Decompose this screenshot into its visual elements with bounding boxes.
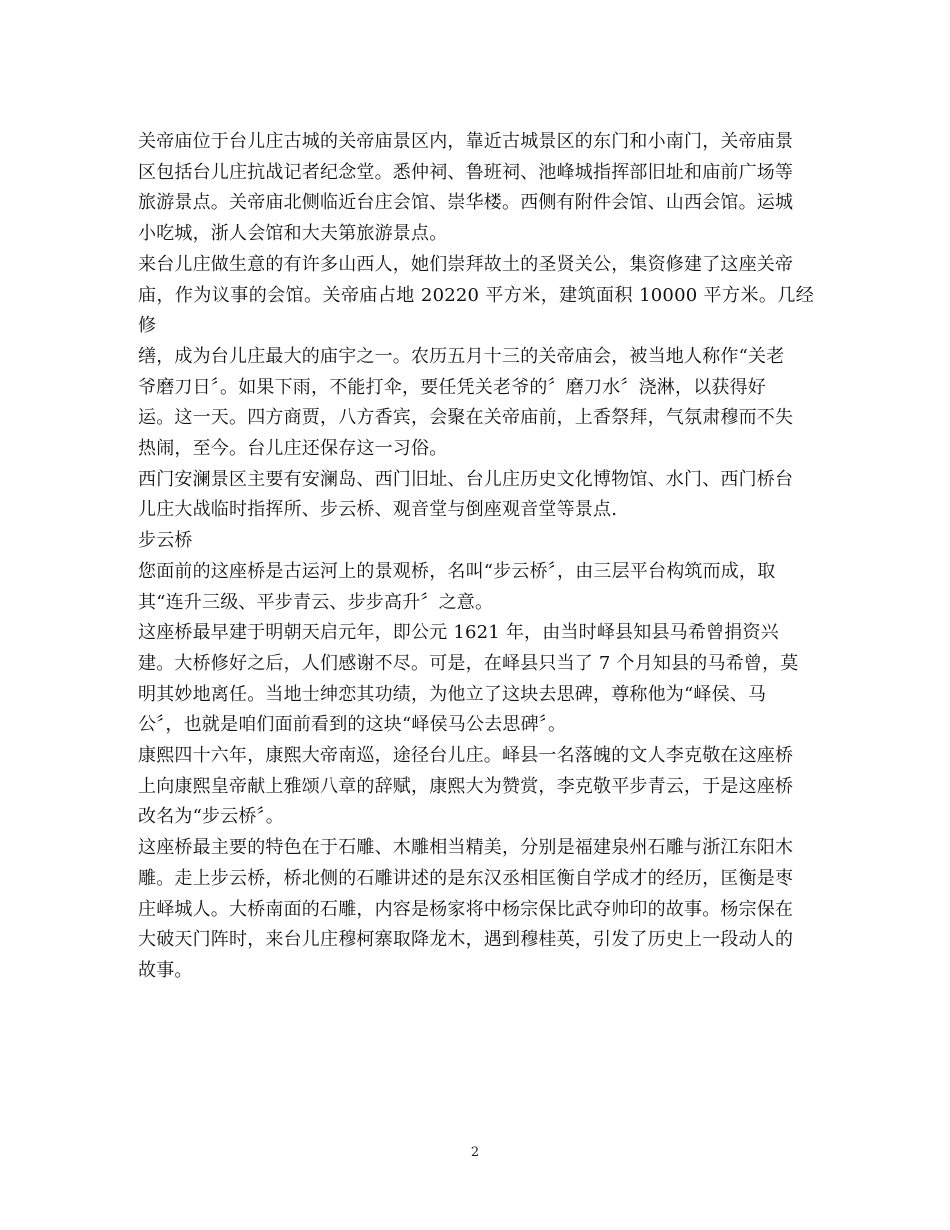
paragraph-west-gate-scenic-area: 西门安澜景区主要有安澜岛、西门旧址、台儿庄历史文化博物馆、水门、西门桥台 儿庄大战临时指挥所、步云桥、观音堂与倒座观音堂等景点. — [138, 468, 794, 521]
document-body — [138, 127, 814, 987]
paragraph-bridge-construction: 这座桥最早建于明朝天启元年，即公元 1621 年，由当时峄县知县马希曾捐资兴 建。大桥修好之后，人们感谢不尽。可是，在峄县只当了 7 个月知县的马希曾，莫 明其妙地离任。当地士绅恋其功绩，为他立了这块去思碑，尊称他为“峄侯、马 公〞，也就是咱们面前看到的这块“峄侯马公去思碑〞。 — [138, 622, 799, 736]
page-number: 2 — [470, 1145, 480, 1160]
section-heading-buyun-bridge: 步云桥 — [138, 530, 193, 552]
paragraph-kangxi-visit: 康熙四十六年，康熙大帝南巡，途径台儿庄。峄县一名落魄的文人李克敬在这座桥 上向康熙皇帝献上雅颂八章的辞赋，康熙大为赞赏，李克敬平步青云，于是这座桥 改名为“步云桥〞。 — [138, 745, 794, 828]
paragraph-guandi-temple-location: 关帝庙位于台儿庄古城的关帝庙景区内，靠近古城景区的东门和小南门，关帝庙景 区包括台儿庄抗战记者纪念堂。悉仲祠、鲁班祠、池峰城指挥部旧址和庙前广场等 旅游景点。关帝庙北侧临近台庄会馆、崇华楼。西侧有附件会馆、山西会馆。运城 小吃城，浙人会馆和大夫第旅游景点。 — [138, 131, 794, 245]
paragraph-bridge-intro: 您面前的这座桥是古运河上的景观桥，名叫“步云桥〞，由三层平台构筑而成，取 其“连升三级、平步青云、步步高升〞之意。 — [138, 560, 776, 613]
paragraph-guandi-temple-history: 来台儿庄做生意的有许多山西人，她们崇拜故土的圣贤关公，集资修建了这座关帝 庙，作为议事的会馆。关帝庙占地 20220 平方米，建筑面积 10000 平方米。几经修 缮，成为台儿庄最大的庙宇之一。农历五月十三的关帝庙会，被当地人称作“关老 爷磨刀日〞。如果下雨，不能打伞，要任凭关老爷的〞磨刀水〞浇淋，以获得好 运。这一天。四方商贾，八方香宾，会聚在关帝庙前，上香祭拜，气氛肃穆而不失 热闹，至今。台儿庄还保存这一习俗。 — [138, 253, 814, 460]
paragraph-bridge-carvings: 这座桥最主要的特色在于石雕、木雕相当精美，分别是福建泉州石雕与浙江东阳木 雕。走上步云桥，桥北侧的石雕讲述的是东汉丞相匡衡自学成才的经历，匡衡是枣 庄峄城人。大桥南面的石雕，内容是杨家将中杨宗保比武夺帅印的故事。杨宗保在 大破天门阵时，来台儿庄穆柯寨取降龙木，遇到穆桂英，引发了历史上一段动人的 故事。 — [138, 837, 794, 981]
